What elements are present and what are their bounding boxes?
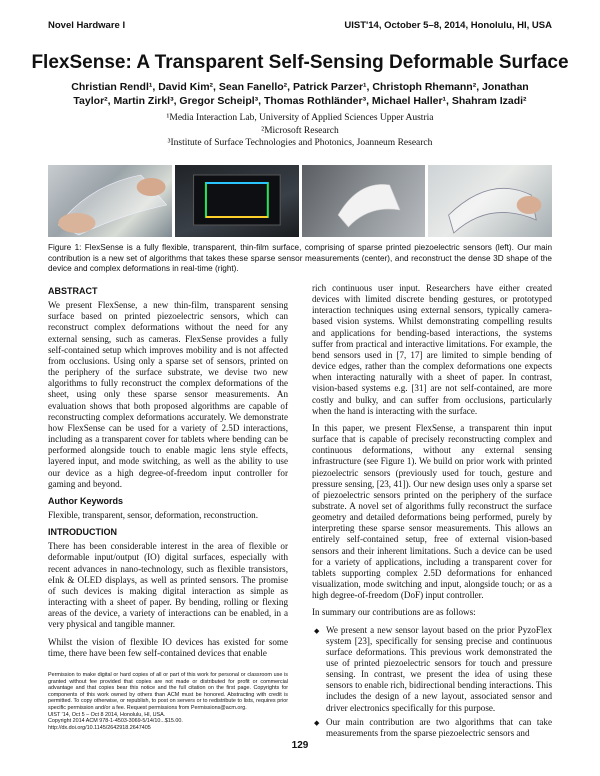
- introduction-paragraph-2: Whilst the vision of flexible IO devices has existed for some time, there have been few self-contained devices that enable: [48, 636, 288, 658]
- figure-caption: Figure 1: FlexSense is a fully flexible, transparent, thin-film surface, comprising of sparse printed piezoelectric sensors (left). Our main contribution is a new set of algorithms that takes these sparse sensor measurements (center), and reconstruct the dense 3D shape of the device and complex deformations in real-time (right).: [48, 243, 552, 274]
- running-header-left: Novel Hardware I: [48, 20, 126, 31]
- paper-title: FlexSense: A Transparent Self-Sensing Deformable Surface: [31, 52, 569, 73]
- affiliation-3: ³Institute of Surface Technologies and Photonics, Joanneum Research: [167, 138, 433, 148]
- abstract-heading: ABSTRACT: [48, 286, 98, 296]
- contribution-list: [312, 625, 552, 740]
- left-column: [48, 283, 288, 665]
- figure-panel-reconstruction: [302, 165, 426, 237]
- contribution-item: ◆ We present a new sensor layout based on the prior PyzoFlex system [23], specifically for sensing precise and continuous surface deformations. This previous work demonstrated the use of printed piezoelectric sensors for touch and pressure sensing. In contrast, we present the idea of using these sensors to enable rich, bidirectional bending interactions. This includes the design of a new layout, associated sensor and driver electronics specifically for this purpose.: [326, 625, 552, 714]
- permission-copyright: Copyright 2014 ACM 978-1-4503-3069-5/14/10...$15.00.: [48, 718, 183, 725]
- figure-panel-bending: [428, 165, 552, 237]
- running-header-right: UIST'14, October 5–8, 2014, Honolulu, HI, USA: [344, 20, 552, 31]
- right-paragraph-3: In summary our contributions are as follows:: [312, 607, 476, 618]
- keywords-text: Flexible, transparent, sensor, deformation, reconstruction.: [48, 509, 258, 520]
- affiliation-1: ¹Media Interaction Lab, University of Applied Sciences Upper Austria: [166, 113, 434, 123]
- figure-panel-sensor-display: [175, 165, 299, 237]
- right-column: [312, 283, 552, 742]
- teaser-figure: [48, 165, 552, 237]
- figure-panel-hand-sheet: [48, 165, 172, 237]
- keywords-heading: Author Keywords: [48, 495, 124, 506]
- author-list: Christian Rendl¹, David Kim², Sean Fanello², Patrick Parzer¹, Christoph Rhemann², Jonathan Taylor², Martin Zirkl³, Gregor Scheipl³, Thomas Rothländer³, Michael Haller¹, Shahram Izadi²: [71, 81, 529, 107]
- contribution-item: ◆ Our main contribution are two algorithms that can take measurements from the sparse piezoelectric sensors and: [326, 717, 552, 739]
- permission-venue: UIST '14, Oct 5 – Oct 8 2014, Honolulu, HI, USA.: [48, 711, 166, 718]
- permission-text: Permission to make digital or hard copies of all or part of this work for personal or classroom use is granted without fee provided that copies are not made or distributed for profit or commercial advantage and that copies bear this notice and the full citation on the first page. Copyrights for components of this work owned by others than ACM must be honored. Abstracting with credit is permitted. To copy otherwise, or republish, to post on servers or to redistribute to lists, requires prior specific permission and/or a fee. Request permissions from Permissions@acm.org.: [48, 672, 288, 711]
- introduction-heading: INTRODUCTION: [48, 527, 117, 538]
- right-paragraph-1: rich continuous user input. Researchers have either created devices with limited discrete bending gestures, or prototyped interaction techniques using external sensors, typically camera-based vision systems. Whilst demonstrating compelling results and applications for bending-based interactions, the systems suffer from practical and interactive limitations. For example, the bend sensors used in [7, 17] are limited to simple bending of device edges, rather than the complex deformations one expects when interacting naturally with a sheet of paper. In contrast, vision-based systems e.g. [31] are not self-contained, are more costly and bulky, and can suffer from occlusions, particularly when the hand is interacting with the surface.: [312, 283, 552, 416]
- permission-block: [48, 672, 288, 731]
- introduction-paragraph-1: There has been considerable interest in the area of flexible or deformable input/output (IO) digital surfaces, especially with recent advances in nano-technology, such as flexible transistors, eInk & OLED displays, as well as printed sensors. The promise of such devices is making digital interaction as simple as interacting with a sheet of paper. By bending, rolling or flexing areas of the device, a variety of interactions can be enabled, in a very physical and tangible manner.: [48, 541, 288, 630]
- abstract-text: We present FlexSense, a new thin-film, transparent sensing surface based on printed piezoelectric sensors, which can reconstruct complex deformations without the need for any external sensing, such as cameras. FlexSense provides a fully self-contained setup which improves mobility and is not affected from occlusions. Using only a sparse set of sensors, printed on the periphery of the surface substrate, we devise two new algorithms to fully reconstruct the complex deformations of the sheet, using only these sparse sensor measurements. An evaluation shows that both proposed algorithms are capable of reconstructing complex deformations accurately. We demonstrate how FlexSense can be used for a variety of 2.5D interactions, including as a transparent cover for tablets where bending can be performed alongside touch to enable magic lens style effects, layered input, and mode switching, as well as the ability to use our device as a high degree-of-freedom input controller for gaming and beyond.: [48, 300, 288, 489]
- affiliations: [0, 112, 600, 150]
- permission-doi[interactable]: http://dx.doi.org/10.1145/2642918.2647405: [48, 724, 151, 731]
- affiliation-2: ²Microsoft Research: [261, 125, 339, 136]
- page-number: 129: [291, 740, 309, 751]
- right-paragraph-2: In this paper, we present FlexSense, a transparent thin input surface that is capable of precisely reconstructing complex and continuous deformations, without any external sensing infrastructure (see Figure 1). We build on prior work with printed piezoelectric sensors (previously used for touch, gesture and pressure sensing, [23, 41]). Our new design uses only a sparse set of piezoelectric sensors printed on the periphery of the surface substrate. A novel set of algorithms fully reconstruct the surface geometry and detailed deformations being performed, purely by interpreting these sparse sensor measurements. This allows an entirely self-contained setup, free of external vision-based sensors and their inherent limitations. Such a device can be used for a variety of applications, including a transparent cover for tablets supporting complex 2.5D deformations for enhanced visualization, mode switching and input, alongside touch; or as a high degree-of-freedom (DoF) input controller.: [312, 422, 552, 601]
